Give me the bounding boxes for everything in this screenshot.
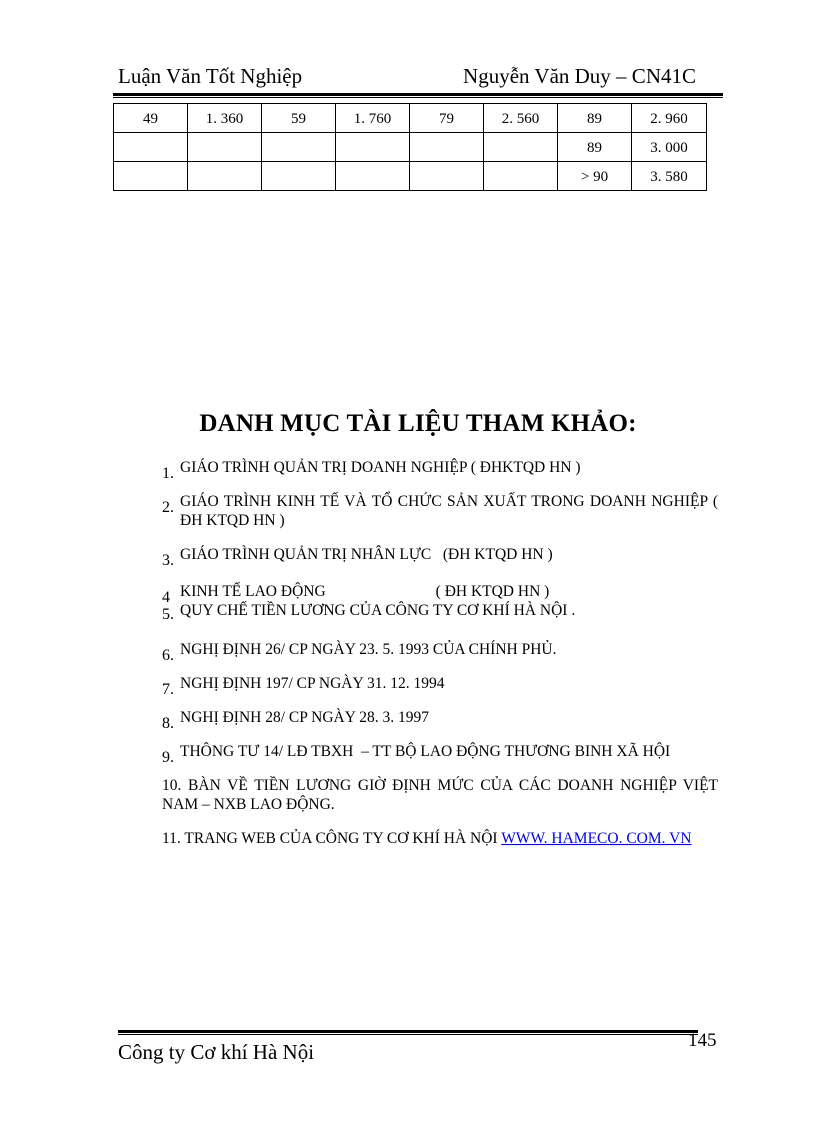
- table-cell: > 90: [558, 162, 632, 191]
- reference-text: GIÁO TRÌNH QUẢN TRỊ NHÂN LỰC (ĐH KTQD HN ): [180, 546, 553, 563]
- table-cell: [484, 133, 558, 162]
- reference-text: NGHỊ ĐỊNH 197/ CP NGÀY 31. 12. 1994: [180, 675, 445, 692]
- table-cell: [188, 162, 262, 191]
- reference-number: 9.: [162, 749, 174, 766]
- table-row: [114, 133, 707, 162]
- reference-number: 11.: [162, 830, 181, 847]
- reference-number: 4: [162, 589, 170, 606]
- hameco-website-link[interactable]: WWW. HAMECO. COM. VN: [501, 830, 692, 847]
- reference-number: 3.: [162, 552, 174, 569]
- table-cell: 79: [410, 104, 484, 133]
- table-cell: 49: [114, 104, 188, 133]
- table-cell: [262, 162, 336, 191]
- table-cell: 1. 360: [188, 104, 262, 133]
- reference-text: TRANG WEB CỦA CÔNG TY CƠ KHÍ HÀ NỘI: [184, 830, 498, 847]
- reference-text: THÔNG TƯ 14/ LĐ TBXH – TT BỘ LAO ĐỘNG THƯƠNG BINH XÃ HỘI: [180, 743, 671, 760]
- reference-item-4: [162, 582, 718, 606]
- table-cell: 2. 560: [484, 104, 558, 133]
- reference-text: QUY CHẾ TIỀN LƯƠNG CỦA CÔNG TY CƠ KHÍ HÀ NỘI .: [180, 602, 576, 619]
- reference-item-1: [162, 458, 718, 482]
- table-cell: [262, 133, 336, 162]
- table-cell: 3. 000: [632, 133, 707, 162]
- reference-item-6: [162, 640, 718, 664]
- reference-source: ( ĐH KTQD HN ): [435, 583, 550, 600]
- table-cell: [336, 133, 410, 162]
- references-title: DANH MỤC TÀI LIỆU THAM KHẢO:: [199, 410, 637, 437]
- header-divider: [113, 93, 723, 98]
- reference-item-3: [162, 545, 718, 569]
- reference-item-2: [162, 492, 718, 530]
- table-cell: 89: [558, 133, 632, 162]
- table-row: [114, 162, 707, 191]
- reference-text: NGHỊ ĐỊNH 28/ CP NGÀY 28. 3. 1997: [180, 709, 429, 726]
- reference-item-5: [162, 601, 718, 623]
- reference-text: KINH TẾ LAO ĐỘNG: [180, 583, 326, 600]
- table-cell: 89: [558, 104, 632, 133]
- table-cell: 3. 580: [632, 162, 707, 191]
- reference-item-8: [162, 708, 718, 732]
- reference-item-10: [162, 776, 718, 814]
- header-author: Nguyễn Văn Duy – CN41C: [463, 64, 696, 88]
- reference-text: BÀN VỀ TIỀN LƯƠNG GIỜ ĐỊNH MỨC CỦA CÁC DOANH NGHIỆP VIỆT NAM – NXB LAO ĐỘNG.: [162, 777, 719, 813]
- table-cell: [410, 133, 484, 162]
- reference-item-9: [162, 742, 718, 766]
- table-cell: 2. 960: [632, 104, 707, 133]
- footer-divider: [118, 1030, 698, 1035]
- table-cell: 1. 760: [336, 104, 410, 133]
- reference-number: 5.: [162, 606, 174, 623]
- reference-text: GIÁO TRÌNH QUẢN TRỊ DOANH NGHIỆP ( ĐHKTQD HN ): [180, 459, 581, 476]
- header-thesis-title: Luận Văn Tốt Nghiệp: [118, 64, 303, 88]
- table-cell: 59: [262, 104, 336, 133]
- footer-company: Công ty Cơ khí Hà Nội: [118, 1040, 315, 1064]
- reference-text: NGHỊ ĐỊNH 26/ CP NGÀY 23. 5. 1993 CỦA CHÍNH PHỦ.: [180, 641, 557, 658]
- table-cell: [410, 162, 484, 191]
- reference-number: 2.: [162, 499, 174, 516]
- reference-item-11: [162, 829, 718, 848]
- reference-text: GIÁO TRÌNH KINH TẾ VÀ TỔ CHỨC SẢN XUẤT TRONG DOANH NGHIỆP ( ĐH KTQD HN ): [180, 493, 718, 529]
- table-cell: [484, 162, 558, 191]
- reference-item-7: [162, 674, 718, 698]
- salary-table: [113, 103, 707, 191]
- reference-number: 10.: [162, 777, 182, 794]
- reference-number: 8.: [162, 715, 174, 732]
- reference-number: 1.: [162, 465, 174, 482]
- table-row: [114, 104, 707, 133]
- reference-list: [162, 458, 718, 863]
- table-cell: [114, 133, 188, 162]
- table-cell: [114, 162, 188, 191]
- page-number: 145: [688, 1030, 717, 1051]
- reference-number: 7.: [162, 681, 174, 698]
- table-cell: [188, 133, 262, 162]
- table-cell: [336, 162, 410, 191]
- reference-number: 6.: [162, 647, 174, 664]
